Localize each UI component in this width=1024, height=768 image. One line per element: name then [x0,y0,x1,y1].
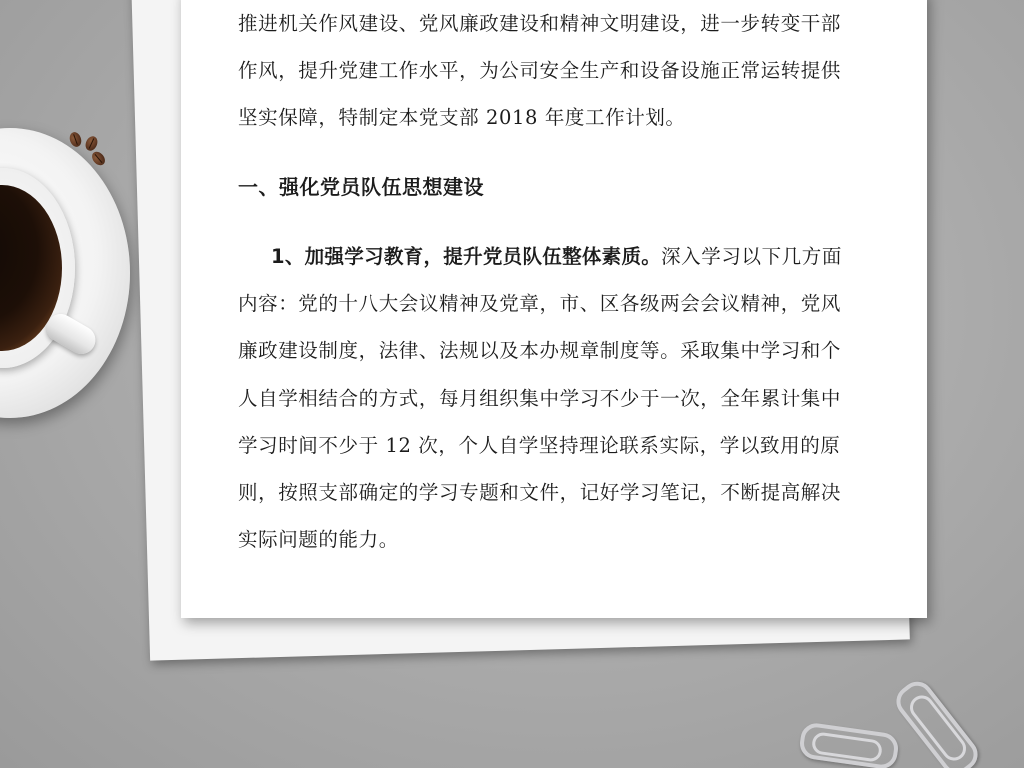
text-line: 人自学相结合的方式，每月组织集中学习不少于一次，全年累计集中 [238,386,842,410]
text-line [238,233,874,280]
section-heading: 一、强化党员队伍思想建设 [238,175,484,199]
text-line: 坚实保障，特制定本党支部 2018 年度工作计划。 [238,106,686,130]
coffee-bean-icon [89,149,107,168]
paragraph-lead-rest: 深入学习以下几方面 [661,245,842,268]
text-line: 则，按照支部确定的学习专题和文件，记好学习笔记，不断提高解决 [238,480,842,504]
coffee-bean-icon [68,131,83,149]
text-line: 内容：党的十八大会议精神及党章，市、区各级两会会议精神，党风 [238,292,842,316]
text-line: 学习时间不少于 12 次，个人自学坚持理论联系实际，学以致用的原 [238,433,841,457]
coffee-bean-icon [83,134,99,152]
paragraph-lead: 1、加强学习教育，提升党员队伍整体素质。 [271,245,662,268]
text-line: 作风，提升党建工作水平，为公司安全生产和设备设施正常运转提供 [238,59,842,83]
text-line: 廉政建设制度，法律、法规以及本办规章制度等。采取集中学习和个 [238,339,842,363]
body-paragraph [238,233,874,563]
text-line: 实际问题的能力。 [238,528,399,552]
text-line: 推进机关作风建设、党风廉政建设和精神文明建设，进一步转变干部 [238,12,842,35]
intro-paragraph [238,0,874,142]
